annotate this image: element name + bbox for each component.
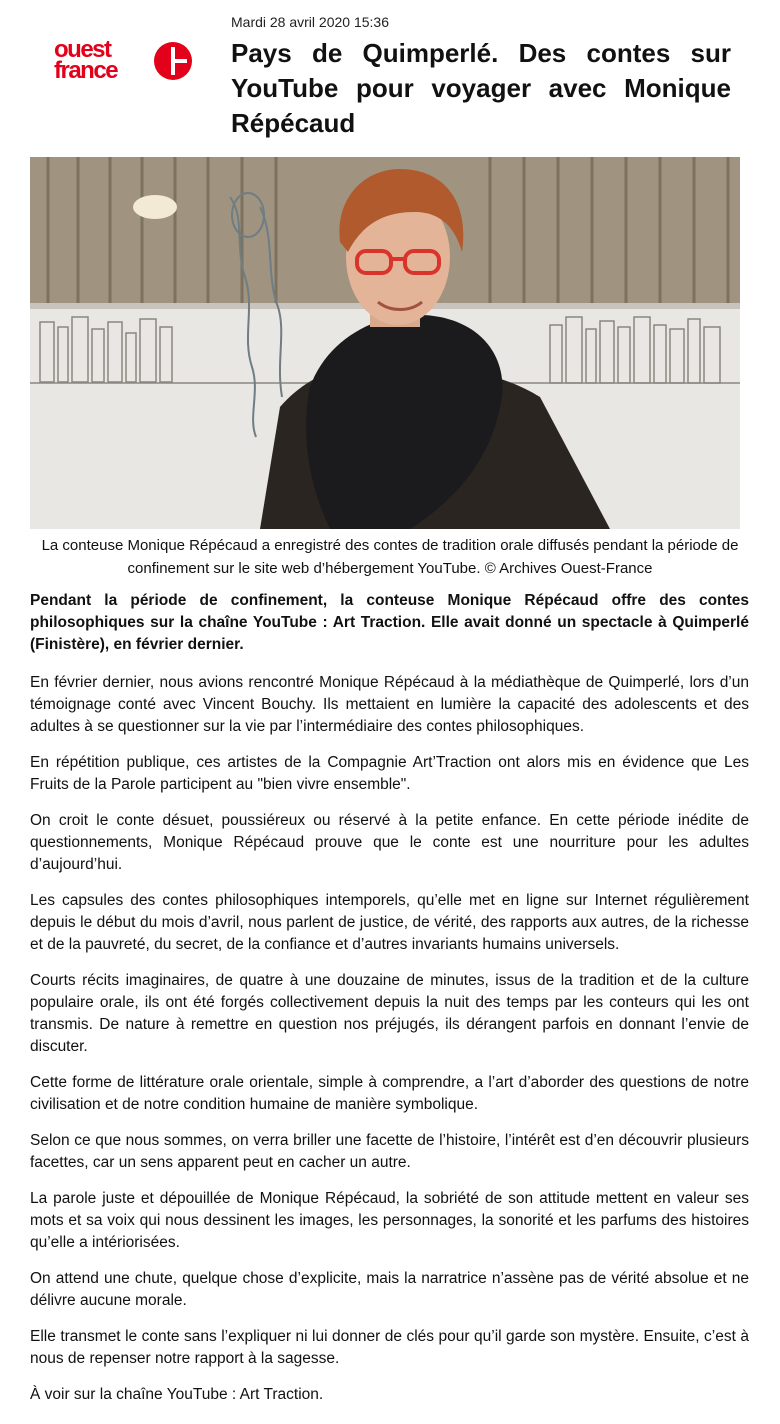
article-paragraph: Selon ce que nous sommes, on verra briller une facette de l’histoire, l’intérêt est d’en découvrir plusieurs facettes, car un sens apparent peut en cacher un autre.	[30, 1132, 749, 1171]
article-paragraph: On croit le conte désuet, poussiéreux ou réservé à la petite enfance. En cette période inédite de questionnements, Monique Répécaud prouve que le conte est une nourriture pour les adultes d’aujourd’hui.	[30, 812, 749, 873]
logo-mark-icon	[154, 42, 192, 80]
article-paragraph: Courts récits imaginaires, de quatre à une douzaine de minutes, issus de la tradition et de la culture populaire orale, ils ont été forgés collectivement depuis la nuit des temps par les conteurs qui les ont transmis. De nature à remettre en question nos préjugés, ils dérangent parfois en donnant l’envie de discuter.	[30, 972, 749, 1055]
article-body	[30, 590, 749, 1420]
logo-line-1: ouest	[54, 36, 111, 63]
article-paragraph: À voir sur la chaîne YouTube : Art Traction.	[30, 1386, 324, 1403]
photo-caption: La conteuse Monique Répécaud a enregistré des contes de tradition orale diffusés pendant la période de confinement sur le site web d’hébergement YouTube. © Archives Ouest-France	[41, 537, 739, 577]
article-photo	[30, 157, 740, 529]
portrait-photo-icon	[30, 157, 740, 529]
logo-text	[54, 36, 118, 84]
article-paragraph: Les capsules des contes philosophiques intemporels, qu’elle met en ligne sur Internet régulièrement depuis le début du mois d’avril, nous parlent de justice, de vérité, des rapports aux autres, de la richesse et de la pauvreté, du secret, de la confiance et d’autres invariants humains universels.	[30, 892, 749, 953]
article-paragraph: Elle transmet le conte sans l’expliquer ni lui donner de clés pour qu’il garde son mystère. Ensuite, c’est à nous de repenser notre rapport à la sagesse.	[30, 1328, 749, 1367]
ouest-france-logo[interactable]	[54, 36, 194, 90]
article-title: Pays de Quimperlé. Des contes sur YouTube pour voyager avec Monique Répécaud	[231, 38, 731, 138]
article-paragraph: On attend une chute, quelque chose d’explicite, mais la narratrice n’assène pas de vérité absolue et ne délivre aucune morale.	[30, 1270, 749, 1309]
article-paragraph: En février dernier, nous avions rencontré Monique Répécaud à la médiathèque de Quimperlé, lors d’un témoignage conté avec Vincent Bouchy. Ils mettaient en lumière la capacité des adolescents et des adultes à se questionner sur la vie par l’intermédiaire des contes philosophiques.	[30, 674, 749, 735]
article-header	[0, 0, 780, 150]
article-paragraph: Cette forme de littérature orale orientale, simple à comprendre, a l’art d’aborder des questions de notre civilisation et de notre condition humaine de manière symbolique.	[30, 1074, 749, 1113]
logo-line-2: france	[54, 57, 118, 84]
article-lead: Pendant la période de confinement, la conteuse Monique Répécaud offre des contes philosophiques sur la chaîne YouTube : Art Traction. Elle avait donné un spectacle à Quimperlé (Finistère), en février dernier.	[30, 592, 749, 653]
article-paragraph: La parole juste et dépouillée de Monique Répécaud, la sobriété de son attitude mettent en valeur ses mots et sa voix qui nous dessinent les images, les personnages, la sonorité et les parfums des histoires qu’elle a intériorisées.	[30, 1190, 749, 1251]
publication-date: Mardi 28 avril 2020 15:36	[231, 14, 389, 30]
article-paragraph: En répétition publique, ces artistes de la Compagnie Art’Traction ont alors mis en évidence que Les Fruits de la Parole participent au "bien vivre ensemble".	[30, 754, 749, 793]
